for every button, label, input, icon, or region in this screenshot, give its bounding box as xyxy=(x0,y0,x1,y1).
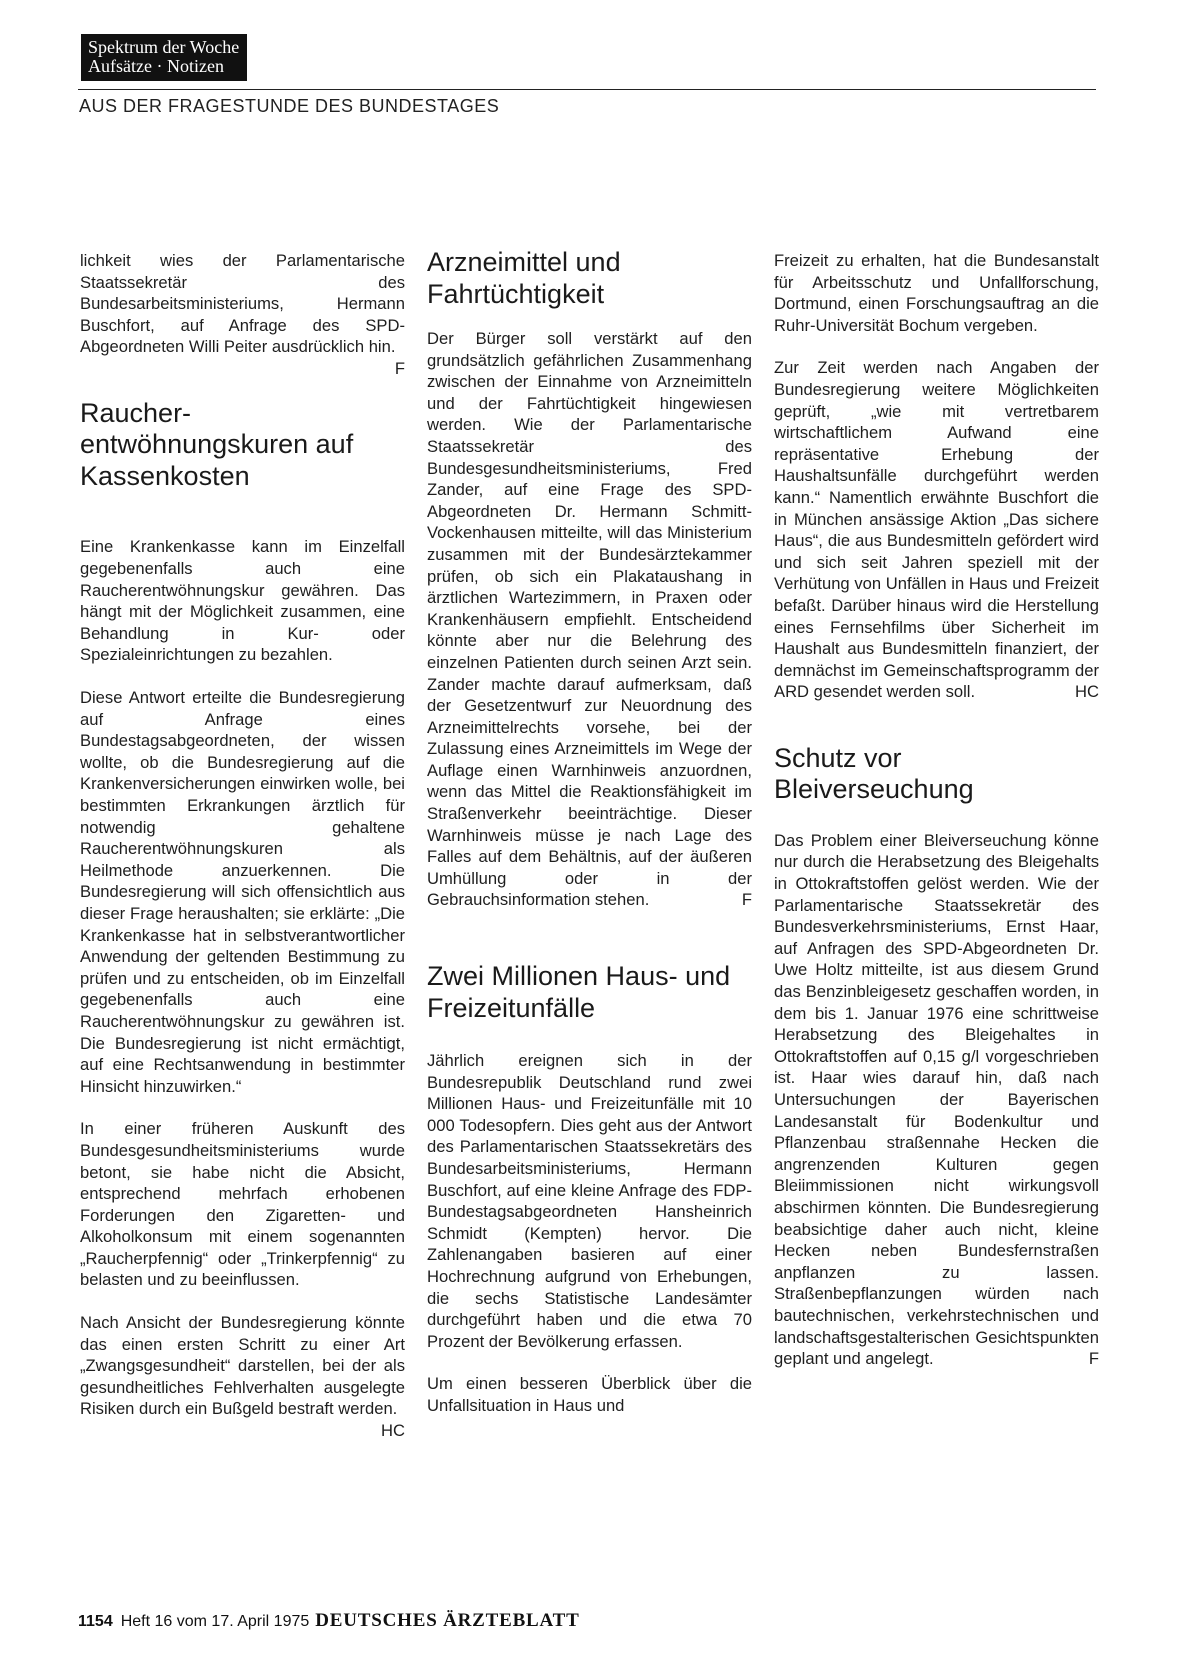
author-initials: HC xyxy=(381,1421,405,1441)
article-headline: Zwei Millionen Haus- und Freizeitunfälle xyxy=(427,961,731,1023)
article-headline: Schutz vor Bleiverseuchung xyxy=(774,742,974,805)
paragraph xyxy=(80,250,405,378)
header-rule xyxy=(78,89,1096,90)
column-2 xyxy=(427,247,752,1438)
paragraph xyxy=(774,357,1099,703)
paragraph-text: Das Problem einer Bleiverseuchung könne nur durch die Herabsetzung des Bleigehalts in Ottokraftstoffen gelöst werden. Wie der Parlamentarische Staatssekretär des Bundesverkehrsministeriums, Ernst Haar, auf Anfragen des SPD-Abgeordneten Dr. Uwe Holtz mitteilte, ist aus diesem Grund das Benzinbleigesetz geschaffen worden, in dem bis 1. Januar 1976 eine schrittweise Herabsetzung des Bleigehaltes in Ottokraftstoffen auf 0,15 g/l vorgeschrieben ist. Haar wies darauf hin, daß nach Untersuchungen der Bayerischen Landesanstalt für Bodenkultur und Pflanzenbau straßennahe Hecken die angrenzenden Kulturen gegen Bleiimmissionen nicht wirkungsvoll abschirmen könnten. Die Bundesregierung beabsichtige daher auch nicht, kleine Hecken neben Bundesfernstraßen anpflanzen zu lassen. Straßenbepflanzungen würden nach bautechnischen, verkehrstechnischen und landschaftsgestalterischen Gesichtspunkten geplant und angelegt. xyxy=(774,830,1099,1369)
paragraph-text: lichkeit wies der Parlamentarische Staatssekretär des Bundesarbeitsministeriums, Hermann Buschfort, auf Anfrage des SPD-Abgeordneten Willi Peiter ausdrücklich hin. xyxy=(80,251,405,357)
section-label-2: Aufsätze · Notizen xyxy=(88,56,224,76)
author-initials: HC xyxy=(1075,682,1099,702)
section-badge xyxy=(81,34,247,81)
paragraph xyxy=(427,328,752,911)
paragraph-text: Nach Ansicht der Bundesregierung könnte das einen ersten Schritt zu einer Art „Zwangsgesundheit“ darstellen, bei der als gesundheitliches Fehlverhalten ausgelegte Risiken durch ein Bußgeld bestraft werden. xyxy=(80,1313,405,1419)
page-number: 1154 xyxy=(78,1613,113,1630)
author-initials: F xyxy=(741,890,752,910)
paragraph xyxy=(774,830,1099,1370)
section-kicker: AUS DER FRAGESTUNDE DES BUNDESTAGES xyxy=(79,96,500,116)
author-initials: F xyxy=(1088,1349,1099,1369)
issue-info: Heft 16 vom 17. April 1975 xyxy=(120,1613,310,1630)
article-headline: Raucher-entwöhnungskuren auf Kassenkosten xyxy=(80,397,354,491)
paragraph xyxy=(80,1312,405,1441)
paragraph: Freizeit zu erhalten, hat die Bundesanstalt für Arbeitsschutz und Unfallforschung, Dortmund, einen Forschungsauftrag an die Ruhr-Universität Bochum vergeben. xyxy=(774,251,1099,335)
paragraph: Jährlich ereignen sich in der Bundesrepublik Deutschland rund zwei Millionen Haus- und Freizeitunfälle mit 10 000 Todesopfern. Dies geht aus der Antwort des Parlamentarischen Staatssekretärs des Bundesarbeitsministeriums, Hermann Buschfort, auf eine kleine Anfrage des FDP-Bundestagsabgeordneten Hansheinrich Schmidt (Kempten) hervor. Die Zahlenangaben basieren auf einer Hochrechnung aufgrund von Erhebungen, die sechs Statistische Landesämter durchgeführt haben und die etwa 70 Prozent der Bevölkerung erfassen. xyxy=(427,1051,752,1351)
paragraph: Um einen besseren Überblick über die Unfallsituation in Haus und xyxy=(427,1374,752,1415)
paragraph: In einer früheren Auskunft des Bundesgesundheitsministeriums wurde betont, sie habe nicht die Absicht, entsprechend mehrfach erhobenen Forderungen den Zigaretten- und Alkoholkonsum mit einem sogenannten „Raucherpfennig“ oder „Trinkerpfennig“ zu belasten und zu beeinflussen. xyxy=(80,1119,405,1290)
paragraph-text: Der Bürger soll verstärkt auf den grundsätzlich gefährlichen Zusammenhang zwischen der Einnahme von Arzneimitteln und der Fahrtüchtigkeit hingewiesen werden. Wie der Parlamentarische Staatssekretär des Bundesgesundheitsministeriums, Fred Zander, auf eine Frage des SPD-Abgeordneten Dr. Hermann Schmitt-Vockenhausen mitteilte, will das Ministerium zusammen mit der Bundesärztekammer prüfen, ob sich ein Plakataushang in ärztlichen Wartezimmern, in Praxen oder Krankenhäusern empfiehlt. Entscheidend könnte aber nur die Belehrung des einzelnen Patienten durch seinen Arzt sein. Zander machte darauf aufmerksam, daß der Gesetzentwurf zur Neuordnung des Arzneimittelrechts vorsehe, bei der Zulassung eines Arzneimittels im Wege der Auflage einen Warnhinweis anzuordnen, wenn das Mittel die Reaktionsfähigkeit im Straßenverkehr beeinträchtige. Dieser Warnhinweis müsse je nach Lage des Falles auf dem Behältnis, auf der äußeren Umhüllung oder in der Gebrauchsinformation stehen. xyxy=(427,329,752,910)
magazine-name: DEUTSCHES ÄRZTEBLATT xyxy=(315,1610,580,1631)
paragraph: Diese Antwort erteilte die Bundesregierung auf Anfrage eines Bundestagsabgeordneten, der wissen wollte, ob die Bundesregierung auf die Krankenversicherungen einwirken wolle, bei bestimmten Erkrankungen ärztlich für notwendig gehaltene Raucherentwöhnungskuren als Heilmethode anzuerkennen. Die Bundesregierung will sich offensichtlich aus dieser Frage heraushalten; sie erklärte: „Die Krankenkasse hat in selbstverantwortlicher Anwendung der geltenden Bestimmung zu prüfen und zu entscheiden, ob im Einzelfall gegebenenfalls auch eine Raucherentwöhnungskur zu gewähren ist. Die Bundesregierung ist nicht ermächtigt, auf eine Rechtsanwendung in bestimmter Hinsicht hinzuwirken.“ xyxy=(80,688,405,1096)
column-1 xyxy=(80,250,405,1442)
page-footer xyxy=(78,1610,580,1632)
column-3 xyxy=(774,250,1099,1391)
author-initials: F xyxy=(394,358,405,378)
paragraph: Eine Krankenkasse kann im Einzelfall gegebenenfalls auch eine Raucherentwöhnungskur gewähren. Das hängt mit der Möglichkeit zusammen, eine Behandlung in Kur- oder Spezialeinrichtungen zu bezahlen. xyxy=(80,537,405,665)
paragraph-text: Zur Zeit werden nach Angaben der Bundesregierung weitere Möglichkeiten geprüft, „wie mit vertretbarem wirtschaftlichem Aufwand eine repräsentative Erhebung der Haushaltsunfälle durchgeführt werden kann.“ Namentlich erwähnte Buschfort die in München ansässige Aktion „Das sichere Haus“, die aus Bundesmitteln gefördert wird und sich seit Jahren speziell mit der Verhütung von Unfällen in Haus und Freizeit befaßt. Darüber hinaus wird die Herstellung eines Fernsehfilms über Sicherheit im Haushalt aus Bundesmitteln finanziert, der demnächst im Gemeinschaftsprogramm der ARD gesendet werden soll. xyxy=(774,358,1099,702)
article-headline: Arzneimittel und Fahrtüchtigkeit xyxy=(427,247,621,309)
section-label-1: Spektrum der Woche xyxy=(88,37,240,57)
